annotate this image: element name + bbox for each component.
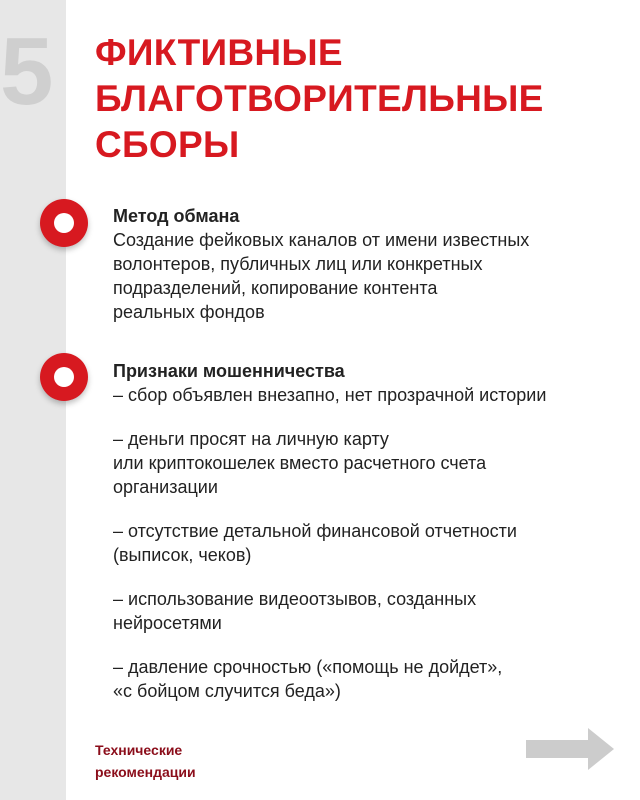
sign-item: [113, 383, 623, 407]
sign-line: – давление срочностью («помощь не дойдет»,: [113, 657, 503, 677]
sign-line: организации: [113, 477, 218, 497]
arrow-right-icon-graphic: [526, 728, 614, 770]
signs-list: [113, 383, 623, 703]
method-line: Создание фейковых каналов от имени известных: [113, 230, 530, 250]
method-line: подразделений, копирование контента: [113, 278, 438, 298]
sign-item: [113, 587, 623, 635]
sign-line: (выписок, чеков): [113, 545, 252, 565]
sign-line: – сбор объявлен внезапно, нет прозрачной истории: [113, 385, 547, 405]
page-title: [95, 30, 615, 168]
slide-number: 5: [0, 24, 50, 120]
footer-link-line: рекомендации: [95, 764, 196, 780]
sign-line: или криптокошелек вместо расчетного счета: [113, 453, 487, 473]
title-line: ФИКТИВНЫЕ: [95, 32, 343, 73]
title-line: БЛАГОТВОРИТЕЛЬНЫЕ: [95, 78, 544, 119]
method-line: волонтеров, публичных лиц или конкретных: [113, 254, 483, 274]
title-line: СБОРЫ: [95, 124, 240, 165]
footer-link-line: Технические: [95, 742, 183, 758]
signs-heading: Признаки мошенничества: [113, 361, 345, 381]
sign-line: – деньги просят на личную карту: [113, 429, 389, 449]
method-description: [113, 228, 623, 324]
signs-section: [113, 359, 623, 723]
sign-line: – использование видеоотзывов, созданных: [113, 589, 477, 609]
method-line: реальных фондов: [113, 302, 265, 322]
technical-recommendations-link[interactable]: [95, 739, 295, 783]
left-side-strip: [0, 0, 66, 800]
sign-line: нейросетями: [113, 613, 222, 633]
sign-item: [113, 519, 623, 567]
red-ring-bullet-icon: [40, 353, 88, 401]
sign-item: [113, 427, 623, 499]
sign-line: – отсутствие детальной финансовой отчетности: [113, 521, 517, 541]
sign-line: «с бойцом случится беда»): [113, 681, 341, 701]
red-ring-bullet-icon: [40, 199, 88, 247]
sign-item: [113, 655, 623, 703]
method-heading: Метод обмана: [113, 206, 240, 226]
arrow-right-icon[interactable]: [526, 728, 614, 770]
method-section: [113, 204, 623, 324]
